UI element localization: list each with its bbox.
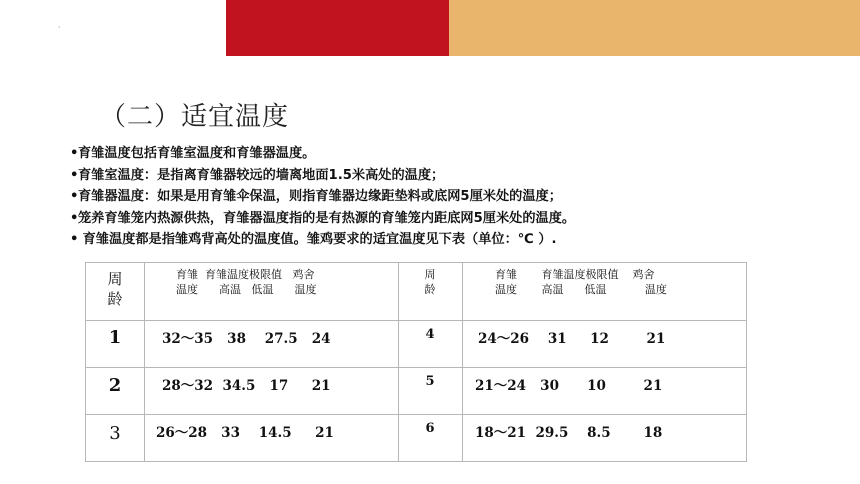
table-divider [86,320,746,321]
bullet-mark: • [70,189,79,204]
age-cell-right: 5 [425,374,435,389]
corner-dot: · [58,23,61,32]
values-cell-left: 28～32 34.5 17 21 [162,378,331,394]
bullet-text: 育雏室温度：是指离育雏器较远的墙离地面1.5米高处的温度； [78,167,445,183]
bullet-text: 育雏温度都是指雏鸡背高处的温度值。雏鸡要求的适宜温度见下表（单位：℃ ）. [78,232,557,247]
bullet-item [70,229,830,251]
age-cell-left: 1 [108,327,122,348]
temperature-table [85,262,747,462]
values-cell-right: 21～24 30 10 21 [475,378,663,394]
header-columns-right: 育雏 育雏温度极限值 鸡舍 温度 高温 低温 温度 [495,268,667,296]
age-cell-left: 3 [109,423,121,444]
header-age-right: 周 龄 [424,268,436,296]
header-red-bar [226,0,449,56]
bullet-text: 笼养育雏笼内热源供热，育雏器温度指的是有热源的育雏笼内距底网5厘米处的温度。 [78,210,576,226]
bullet-item [70,186,830,208]
header-gold-bar [449,0,860,56]
slide-title: （二）适宜温度 [100,102,290,132]
bullet-mark: • [70,146,79,161]
table-divider [144,263,145,461]
table-divider [86,367,746,368]
bullet-text: 育雏温度包括育雏室温度和育雏器温度。 [78,146,316,161]
values-cell-left: 32～35 38 27.5 24 [162,331,331,347]
age-cell-right: 6 [425,421,435,436]
bullet-list [70,143,830,251]
bullet-mark: • [70,232,79,247]
age-cell-left: 2 [108,375,122,396]
values-cell-left: 26～28 33 14.5 21 [156,425,334,441]
age-cell-right: 4 [425,327,435,342]
header-age-left: 周 龄 [107,270,123,308]
values-cell-right: 18～21 29.5 8.5 18 [475,425,663,441]
table-divider [462,263,463,461]
table-divider [86,414,746,415]
bullet-item [70,143,830,165]
bullet-mark: • [70,167,79,183]
bullet-item [70,208,830,230]
bullet-mark: • [70,210,79,226]
bullet-text: 育雏器温度：如果是用育雏伞保温，则指育雏器边缘距垫料或底网5厘米处的温度； [78,189,562,204]
values-cell-right: 24～26 31 12 21 [478,331,666,347]
bullet-item [70,165,830,187]
header-columns-left: 育雏 育雏温度极限值 鸡舍 温度 高温 低温 温度 [176,268,317,296]
